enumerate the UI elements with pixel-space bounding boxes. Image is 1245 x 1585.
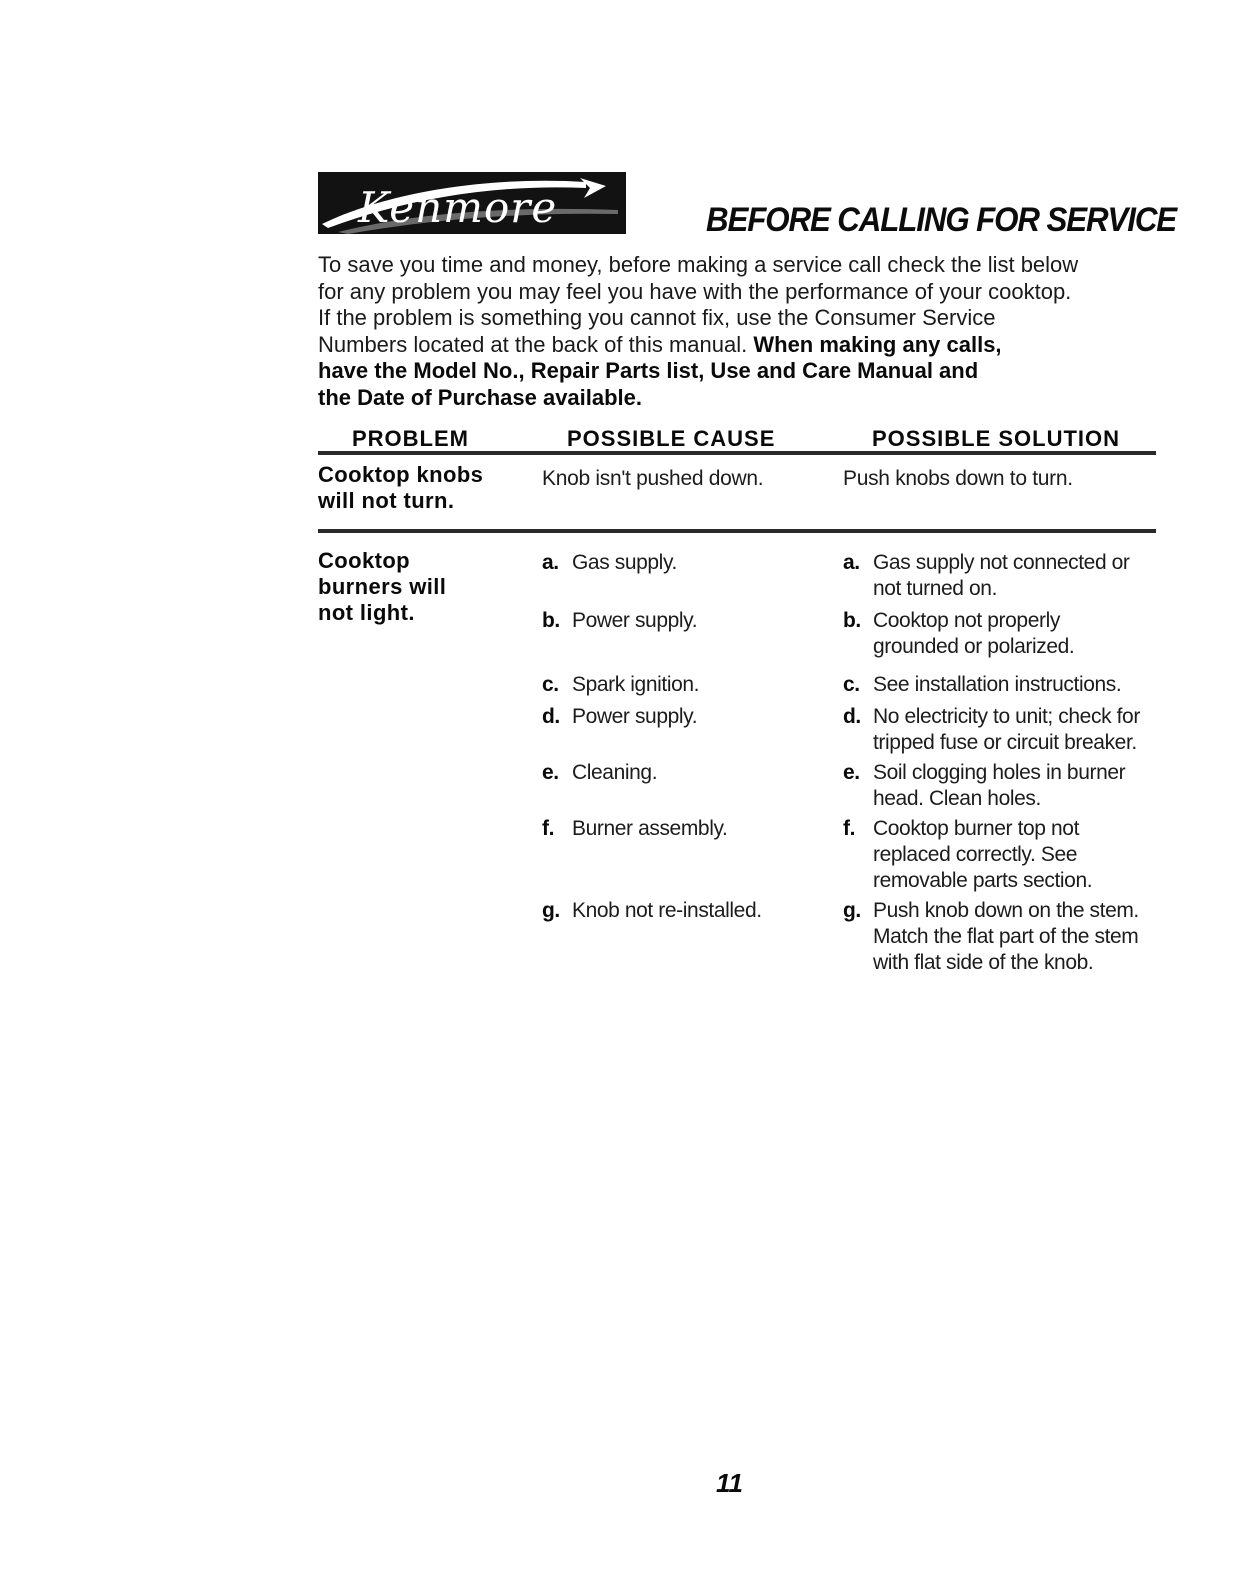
intro-emphasis: the Date of Purchase available.	[318, 384, 643, 410]
solution-line: not turned on.	[873, 577, 997, 600]
page-title: BEFORE CALLING FOR SERVICE	[706, 201, 1177, 239]
item-text: Gas supply.	[572, 551, 677, 574]
intro-line	[318, 385, 1178, 412]
logo-wordmark: Kenmore	[358, 183, 558, 232]
item-letter: e.	[542, 761, 559, 784]
problem-line: Cooktop knobs	[318, 462, 484, 487]
intro-line	[318, 358, 1178, 385]
item-text	[873, 704, 1140, 756]
solution-line: Gas supply not connected or	[873, 551, 1130, 574]
row-divider	[318, 529, 1156, 533]
intro-paragraph	[318, 252, 1178, 411]
solution-line: Push knob down on the stem.	[873, 899, 1139, 922]
item-text	[873, 898, 1139, 976]
item-text: Spark ignition.	[572, 673, 700, 696]
item-text	[873, 608, 1074, 660]
item-letter: f.	[542, 817, 555, 840]
intro-line	[318, 332, 1178, 359]
solution-line: tripped fuse or circuit breaker.	[873, 731, 1137, 754]
solution-line: Cooktop not properly	[873, 609, 1060, 632]
item-text: Knob not re-installed.	[572, 899, 762, 922]
kenmore-logo	[318, 172, 626, 234]
item-letter: d.	[843, 705, 861, 728]
item-text: Cleaning.	[572, 761, 658, 784]
column-header-problem: PROBLEM	[352, 426, 469, 451]
intro-text: Numbers located at the back of this manual.	[318, 331, 748, 357]
page-number: 11	[716, 1468, 743, 1498]
item-letter: c.	[542, 673, 559, 696]
solution-line: No electricity to unit; check for	[873, 705, 1140, 728]
item-text	[873, 816, 1092, 894]
item-letter: f.	[843, 817, 856, 840]
solution-line: Soil clogging holes in burner	[873, 761, 1126, 784]
item-letter: g.	[843, 899, 861, 922]
item-letter: d.	[542, 705, 560, 728]
intro-line: If the problem is something you cannot fix, use the Consumer Service	[318, 305, 996, 330]
solution-line: Match the flat part of the stem	[873, 925, 1139, 948]
item-text: Power supply.	[572, 705, 698, 728]
item-text	[873, 760, 1125, 812]
item-text	[873, 672, 1121, 698]
item-text	[873, 550, 1130, 602]
solution-line: See installation instructions.	[873, 673, 1122, 696]
problem-cell	[318, 548, 446, 626]
solution-line: replaced correctly. See	[873, 843, 1078, 866]
item-letter: b.	[542, 609, 560, 632]
solution-line: removable parts section.	[873, 869, 1093, 892]
column-header-solution: POSSIBLE SOLUTION	[872, 426, 1121, 451]
solution-line: grounded or polarized.	[873, 635, 1075, 658]
problem-line: burners will	[318, 574, 447, 599]
problem-line: Cooktop	[318, 548, 411, 573]
intro-emphasis: When making any calls,	[753, 331, 1002, 357]
problem-line: not light.	[318, 600, 415, 625]
solution-line: with flat side of the knob.	[873, 951, 1094, 974]
problem-cell	[318, 462, 483, 514]
item-text: Burner assembly.	[572, 817, 728, 840]
item-letter: a.	[843, 551, 860, 574]
item-letter: e.	[843, 761, 860, 784]
header-divider	[318, 451, 1156, 455]
intro-line: To save you time and money, before making a service call check the list below	[318, 252, 1079, 277]
problem-line: will not turn.	[318, 488, 455, 513]
item-letter: c.	[843, 673, 860, 696]
cause-cell: Knob isn't pushed down.	[542, 467, 764, 490]
item-letter: a.	[542, 551, 559, 574]
item-letter: g.	[542, 899, 560, 922]
solution-cell: Push knobs down to turn.	[843, 467, 1073, 490]
intro-emphasis: have the Model No., Repair Parts list, Use and Care Manual and	[318, 358, 979, 383]
solution-line: Cooktop burner top not	[873, 817, 1080, 840]
intro-line: for any problem you may feel you have with the performance of your cooktop.	[318, 278, 1072, 304]
item-letter: b.	[843, 609, 861, 632]
column-header-cause: POSSIBLE CAUSE	[567, 426, 776, 451]
solution-line: head. Clean holes.	[873, 787, 1041, 810]
item-text: Power supply.	[572, 609, 698, 632]
